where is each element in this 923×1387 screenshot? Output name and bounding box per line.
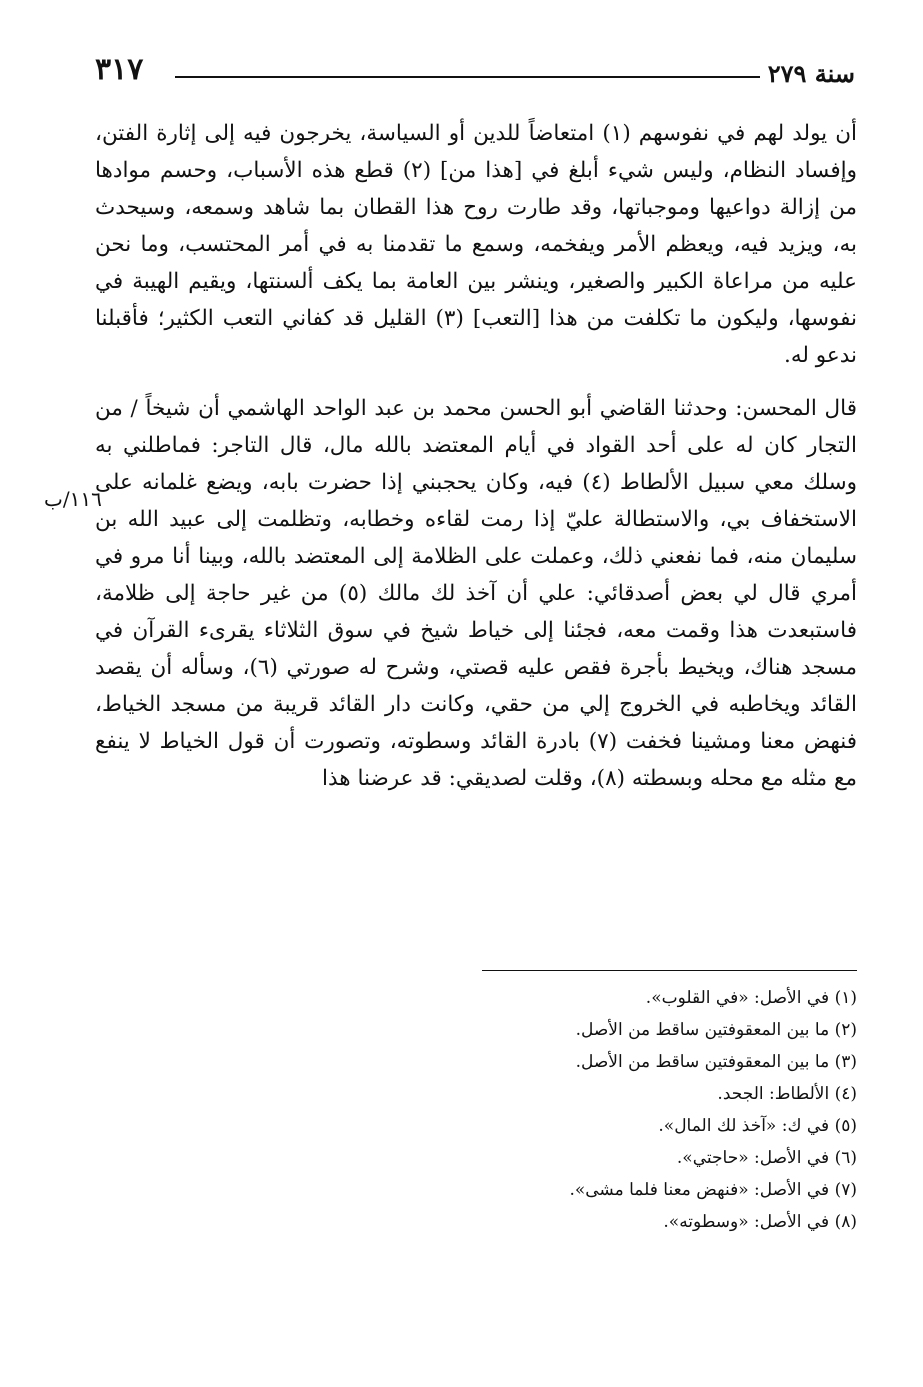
- page-number: ٣١٧: [95, 52, 144, 87]
- manuscript-folio-note: ١١٦/ب: [44, 487, 102, 511]
- footnote: (٤) الألطاط: الجحد.: [717, 1084, 857, 1104]
- running-head: سنة ٢٧٩: [767, 59, 855, 88]
- footnote: (٢) ما بين المعقوفتين ساقط من الأصل.: [575, 1020, 857, 1040]
- footnote: (٨) في الأصل: «وسطوته».: [663, 1212, 857, 1232]
- paragraph: أن يولد لهم في نفوسهم (١) امتعاضاً للدين أو السياسة، يخرجون فيه إلى إثارة الفتن، وإفساد النظام، وليس شيء أبلغ في [هذا من] (٢) قطع هذه الأسباب، وحسم موادها من إزالة دواعيها وموجباتها، وقد طارت روح هذا القطان بما شاهد وسمعه، وسيحدث به، ويزيد فيه، ويعظم الأمر ويفخمه، وسمع ما تقدمنا به في أمر المحتسب، وما نحن عليه من مراعاة الكبير والصغير، وينشر بين العامة بما يكف ألسنتها، ويقيم الهيبة في نفوسها، وليكون ما تكلفت من هذا [التعب] (٣) القليل قد كفاني التعب الكثير؛ فأقبلنا ندعو له.: [95, 121, 858, 368]
- footnote: (٥) في ك: «آخذ لك المال».: [658, 1116, 857, 1136]
- footnote: (٦) في الأصل: «حاجتي».: [676, 1148, 857, 1168]
- footnote-separator: [482, 970, 857, 971]
- main-text: [95, 115, 857, 797]
- footnotes: [300, 982, 857, 1238]
- footnote: (٧) في الأصل: «فنهض معنا فلما مشى».: [569, 1180, 857, 1200]
- page-header: [95, 52, 855, 92]
- paragraph: قال المحسن: وحدثنا القاضي أبو الحسن محمد بن عبد الواحد الهاشمي أن شيخاً / من التجار كان له على أحد القواد في أيام المعتضد بالله مال، قال التاجر: فماطلني به وسلك معي سبيل الألطاط (٤) فيه، وكان يحجبني إذا حضرت بابه، ويضع غلمانه على الاستخفاف بي، والاستطالة عليّ إذا رمت لقاءه وخطابه، وتظلمت إلى عبيد الله بن سليمان منه، فما نفعني ذلك، وعملت على الظلامة إلى المعتضد بالله، وبينا أنا مرو في أمري قال لي بعض أصدقائي: علي أن آخذ لك مالك (٥) من غير حاجة إلى ظلامة، فاستبعدت هذا وقمت معه، فجئنا إلى خياط شيخ في سوق الثلاثاء يقرىء القرآن في مسجد هناك، ويخيط بأجرة فقص عليه قصتي، وشرح له صورتي (٦)، وسأله أن يقصد القائد ويخاطبه في الخروج إلي من حقي، وكانت دار القائد قريبة من مسجد الخياط، فنهض معنا ومشينا فخفت (٧) بادرة القائد وسطوته، وتصورت أن قول الخياط لا ينفع مع مثله مع محله وبسطته (٨)، وقلت لصديقي: قد عرضنا هذا: [95, 396, 858, 791]
- footnote: (١) في الأصل: «في القلوب».: [645, 988, 857, 1008]
- header-rule: [175, 76, 760, 78]
- footnote: (٣) ما بين المعقوفتين ساقط من الأصل.: [575, 1052, 857, 1072]
